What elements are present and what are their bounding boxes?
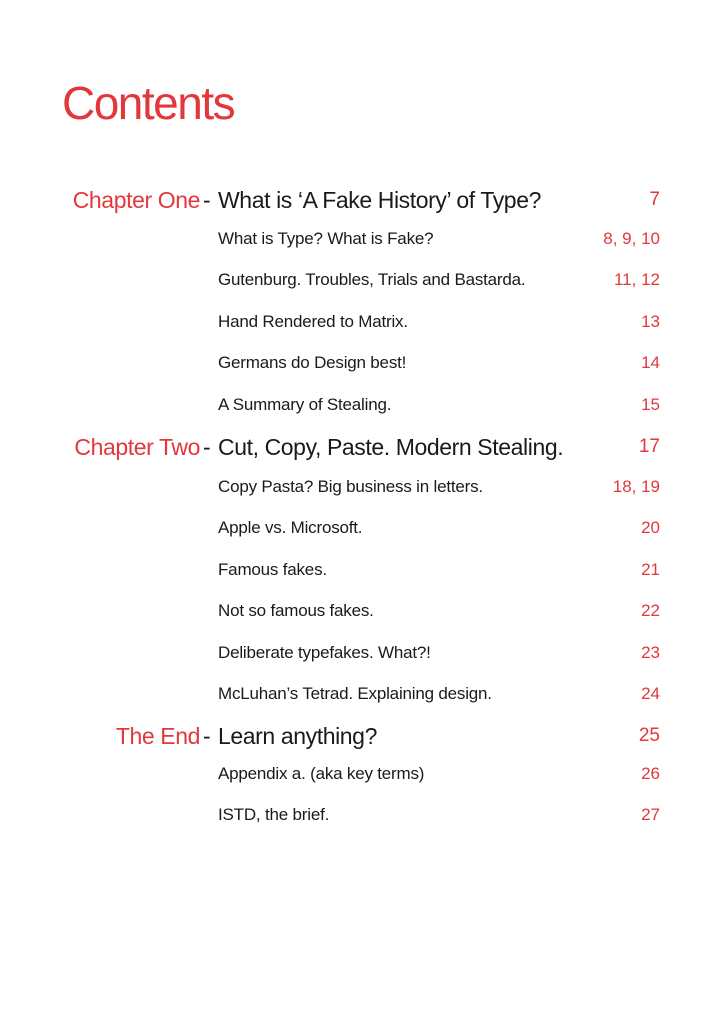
chapter-heading[interactable] — [0, 431, 722, 463]
entry-page-numbers: 27 — [641, 805, 660, 824]
toc-entry[interactable] — [0, 598, 722, 624]
toc-entry[interactable] — [0, 640, 722, 666]
entry-title: McLuhan’s Tetrad. Explaining design. — [218, 684, 492, 703]
entry-title: Deliberate typefakes. What?! — [218, 643, 431, 662]
entry-title: A Summary of Stealing. — [218, 395, 392, 414]
chapter-label: The End — [115, 723, 200, 749]
toc-entry[interactable] — [0, 557, 722, 583]
entry-page-numbers: 24 — [641, 684, 660, 703]
entry-page-numbers: 23 — [641, 643, 660, 662]
chapter-page-number: 17 — [638, 436, 660, 457]
chapter-separator: - — [203, 723, 211, 749]
entry-page-numbers: 20 — [641, 518, 660, 537]
entry-page-numbers: 8, 9, 10 — [603, 229, 660, 248]
toc-entry[interactable] — [0, 392, 722, 418]
entry-title: Apple vs. Microsoft. — [218, 518, 363, 537]
chapter-heading[interactable] — [0, 720, 722, 752]
entry-title: Germans do Design best! — [218, 353, 407, 372]
toc-entry[interactable] — [0, 474, 722, 500]
entry-page-numbers: 18, 19 — [612, 477, 660, 496]
entry-page-numbers: 21 — [641, 560, 660, 579]
toc-entry[interactable] — [0, 761, 722, 787]
chapter-title: What is ‘A Fake History’ of Type? — [218, 187, 541, 213]
entry-title: Not so famous fakes. — [218, 601, 374, 620]
toc-entry[interactable] — [0, 802, 722, 828]
toc-entry[interactable] — [0, 515, 722, 541]
entry-page-numbers: 14 — [641, 353, 660, 372]
chapter-label: Chapter One — [72, 187, 200, 213]
entry-page-numbers: 26 — [641, 764, 660, 783]
entry-title: Appendix a. (aka key terms) — [218, 764, 425, 783]
entry-page-numbers: 15 — [641, 395, 660, 414]
chapter-title: Learn anything? — [218, 723, 377, 749]
entry-page-numbers: 11, 12 — [613, 270, 660, 289]
toc-entry[interactable] — [0, 681, 722, 707]
entry-page-numbers: 13 — [641, 312, 660, 331]
entry-title: Gutenburg. Troubles, Trials and Bastarda. — [218, 270, 526, 289]
entry-title: Copy Pasta? Big business in letters. — [218, 477, 483, 496]
entry-title: ISTD, the brief. — [218, 805, 330, 824]
chapter-separator: - — [203, 434, 211, 460]
chapter-page-number: 25 — [638, 725, 660, 746]
entry-title: What is Type? What is Fake? — [218, 229, 434, 248]
entry-page-numbers: 22 — [641, 601, 660, 620]
chapter-label: Chapter Two — [74, 434, 200, 460]
entry-title: Hand Rendered to Matrix. — [218, 312, 408, 331]
toc-entry[interactable] — [0, 226, 722, 252]
entry-title: Famous fakes. — [218, 560, 327, 579]
toc-entry[interactable] — [0, 309, 722, 335]
page-title: Contents — [62, 77, 235, 129]
toc-entry[interactable] — [0, 350, 722, 376]
chapter-separator: - — [203, 187, 211, 213]
toc-entry[interactable] — [0, 267, 722, 293]
chapter-title: Cut, Copy, Paste. Modern Stealing. — [218, 434, 564, 460]
chapter-heading[interactable] — [0, 184, 722, 216]
chapter-page-number: 7 — [649, 189, 660, 210]
